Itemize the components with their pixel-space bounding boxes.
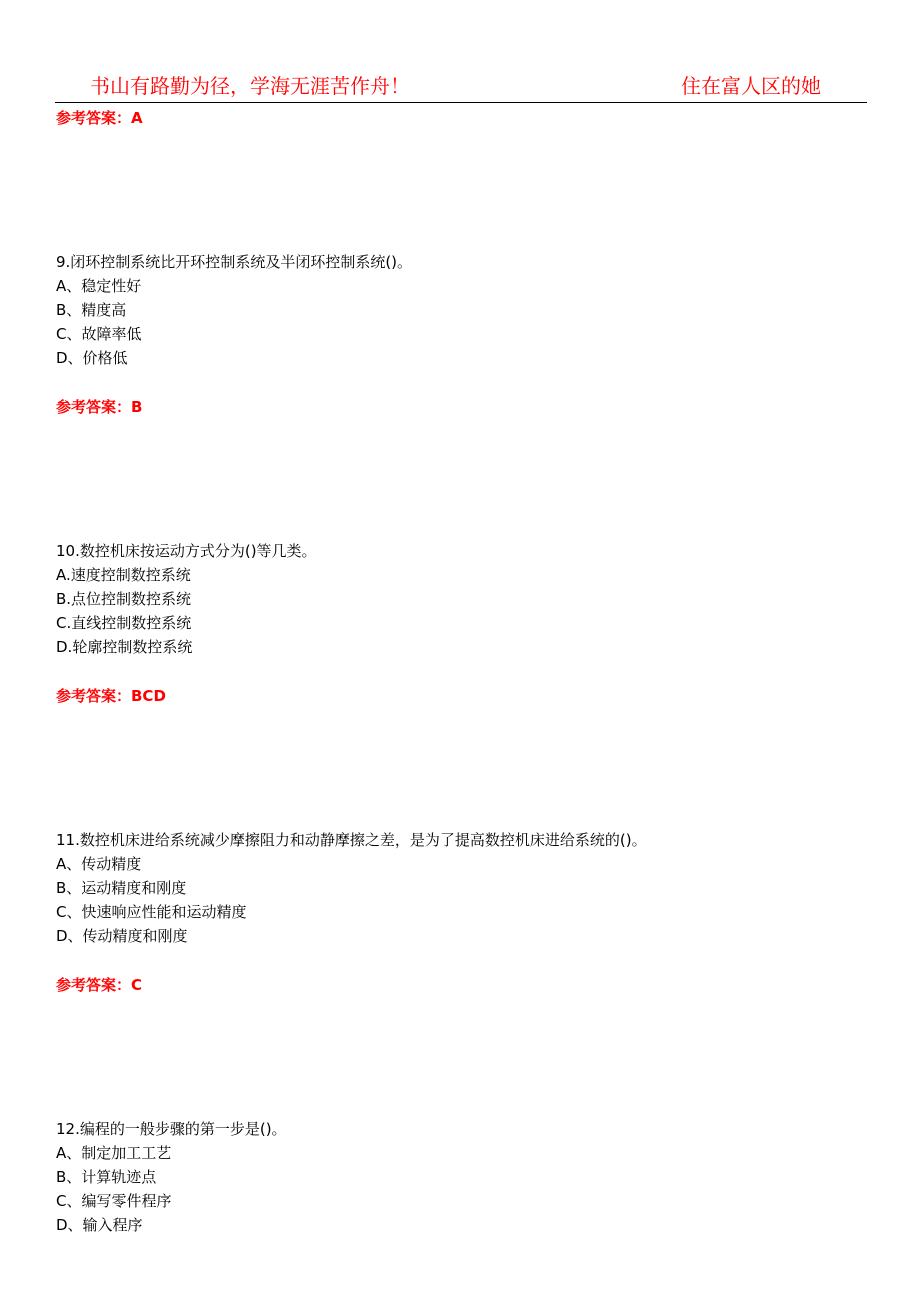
header-author: 住在富人区的她	[681, 74, 821, 98]
question-9-stem: 9.闭环控制系统比开环控制系统及半闭环控制系统()。	[56, 253, 413, 271]
question-10-option-b: B.点位控制数控系统	[56, 590, 192, 608]
question-12-option-d: D、输入程序	[56, 1216, 143, 1234]
question-11-stem: 11.数控机床进给系统减少摩擦阻力和动静摩擦之差，是为了提高数控机床进给系统的()。	[56, 831, 647, 849]
question-9-option-d: D、价格低	[56, 349, 128, 367]
question-11-option-a: A、传动精度	[56, 855, 142, 873]
question-11-option-b: B、运动精度和刚度	[56, 879, 187, 897]
question-10-option-d: D.轮廓控制数控系统	[56, 638, 193, 656]
question-12-stem: 12.编程的一般步骤的第一步是()。	[56, 1120, 287, 1138]
answer-q10: 参考答案：BCD	[56, 687, 166, 705]
question-9-option-c: C、故障率低	[56, 325, 142, 343]
question-10-stem: 10.数控机床按运动方式分为()等几类。	[56, 542, 317, 560]
question-9-option-a: A、稳定性好	[56, 277, 142, 295]
question-12-option-c: C、编写零件程序	[56, 1192, 172, 1210]
question-10-option-c: C.直线控制数控系统	[56, 614, 192, 632]
question-12-option-a: A、制定加工工艺	[56, 1144, 172, 1162]
answer-q11: 参考答案：C	[56, 976, 143, 994]
answer-q8: 参考答案：A	[56, 109, 143, 127]
question-10-option-a: A.速度控制数控系统	[56, 566, 191, 584]
question-12-option-b: B、计算轨迹点	[56, 1168, 157, 1186]
question-9-option-b: B、精度高	[56, 301, 127, 319]
header-divider	[55, 102, 867, 103]
header-motto: 书山有路勤为径，学海无涯苦作舟！	[90, 74, 410, 98]
answer-q9: 参考答案：B	[56, 398, 143, 416]
question-11-option-d: D、传动精度和刚度	[56, 927, 188, 945]
question-11-option-c: C、快速响应性能和运动精度	[56, 903, 247, 921]
